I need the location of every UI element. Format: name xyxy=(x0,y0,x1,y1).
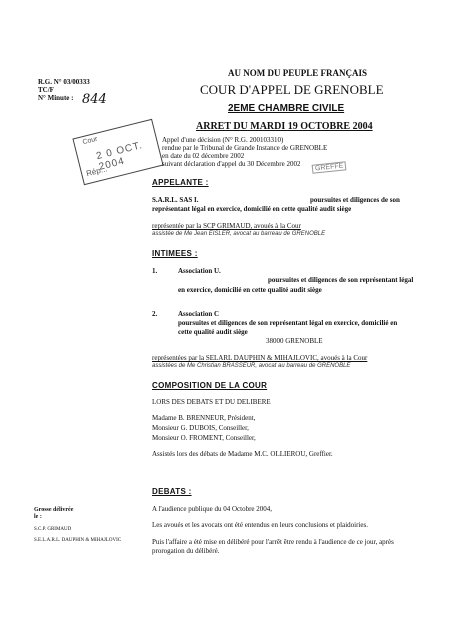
appelante-rep-2: assistée de Me Jean EISLER, avocat au barreau de GRENOBLE xyxy=(152,231,326,237)
chamber-title: 2EME CHAMBRE CIVILE xyxy=(228,103,345,114)
minute-label: N° Minute : xyxy=(38,94,74,102)
debats-line-2: Les avoués et les avocats ont été entendus en leurs conclusions et plaidoiries. xyxy=(152,521,368,529)
court-title: COUR D'APPEL DE GRENOBLE xyxy=(200,82,384,97)
appeal-line-1: Appel d'une décision (N° R.G. 200103310) xyxy=(162,136,284,144)
case-code: TC/F xyxy=(38,86,54,94)
court-member-3: Monsieur O. FROMENT, Conseiller, xyxy=(152,434,256,442)
copies-title-1: Grosse délivrée xyxy=(34,507,74,513)
appelante-rep-1: représentée par la SCP GRIMAUD, avoués à la Cour xyxy=(152,222,301,230)
minute-handwritten: 844 xyxy=(82,92,107,107)
intimee-2-city: 38000 GRENOBLE xyxy=(266,337,323,345)
judgment-date: ARRET DU MARDI 19 OCTOBRE 2004 xyxy=(196,121,373,132)
court-clerk: Assistés lors des débats de Madame M.C. OLLIEROU, Greffier. xyxy=(152,450,333,458)
intimee-2-desc-1: poursuites et diligences de son représentant légal en exercice, domicilié en xyxy=(178,319,398,327)
appelante-desc-2: représentant légal en exercice, domicilié en cette qualité audit siège xyxy=(152,205,352,213)
intimee-1-desc-2: en exercice, domicilié en cette qualité audit siège xyxy=(178,286,322,294)
court-member-1: Madame B. BRENNEUR, Président, xyxy=(152,414,256,422)
stamp-line-1: Cour xyxy=(81,135,99,147)
appeal-line-4: suivant déclaration d'appel du 30 Décembre 2002 xyxy=(162,160,301,168)
intimee-1-name: Association U. xyxy=(178,267,221,275)
appelante-heading: APPELANTE : xyxy=(152,178,209,187)
copies-title-2: le : xyxy=(34,514,42,520)
debats-line-1: A l'audience publique du 04 Octobre 2004, xyxy=(152,505,273,513)
rg-number: R.G. N° 03/00333 xyxy=(38,78,90,86)
stamp-date: 2 0 OCT. 2004 xyxy=(95,140,144,173)
intimee-2-name: Association C xyxy=(178,310,220,318)
intimee-2-number: 2. xyxy=(152,310,158,318)
received-stamp xyxy=(72,119,163,185)
intimees-heading: INTIMEES : xyxy=(152,249,198,258)
debats-line-3: Puis l'affaire a été mise en délibéré pour l'arrêt être rendu à l'audience de ce jour, après xyxy=(152,538,394,546)
intimee-1-desc-1: poursuites et diligences de son représentant légal xyxy=(268,276,414,284)
intimee-2-desc-2: cette qualité audit siège xyxy=(178,328,248,336)
intimees-rep-2: assistées de Me Christian BRASSEUR, avocat au barreau de GRENOBLE xyxy=(152,363,351,369)
appelante-name: S.A.R.L. SAS I. xyxy=(152,196,199,204)
composition-intro: LORS DES DEBATS ET DU DELIBERE xyxy=(152,398,271,406)
debats-heading: DEBATS : xyxy=(152,487,192,496)
appelante-desc-1: poursuites et diligences de son xyxy=(310,196,400,204)
appeal-line-3: en date du 02 décembre 2002 xyxy=(162,152,245,160)
appeal-line-2: rendue par le Tribunal de Grande Instance de GRENOBLE xyxy=(162,144,328,152)
intimees-rep-1: représentées par la SELARL DAUPHIN & MIHAJLOVIC, avoués à la Cour xyxy=(152,354,368,362)
composition-heading: COMPOSITION DE LA COUR xyxy=(152,381,268,390)
greffe-stamp: GREFFE xyxy=(312,161,347,174)
debats-line-4: prorogation du délibéré. xyxy=(152,547,220,555)
court-member-2: Monsieur G. DUBOIS, Conseiller, xyxy=(152,424,249,432)
republic-heading: AU NOM DU PEUPLE FRANÇAIS xyxy=(228,68,367,78)
stamp-line-3: Rép... xyxy=(85,164,109,179)
copy-recipient-1: S.C.P. GRIMAUD xyxy=(34,527,72,532)
copy-recipient-2: S.E.L.A.R.L. DAUPHIN & MIHAJLOVIC xyxy=(34,538,122,543)
intimee-1-number: 1. xyxy=(152,267,158,275)
